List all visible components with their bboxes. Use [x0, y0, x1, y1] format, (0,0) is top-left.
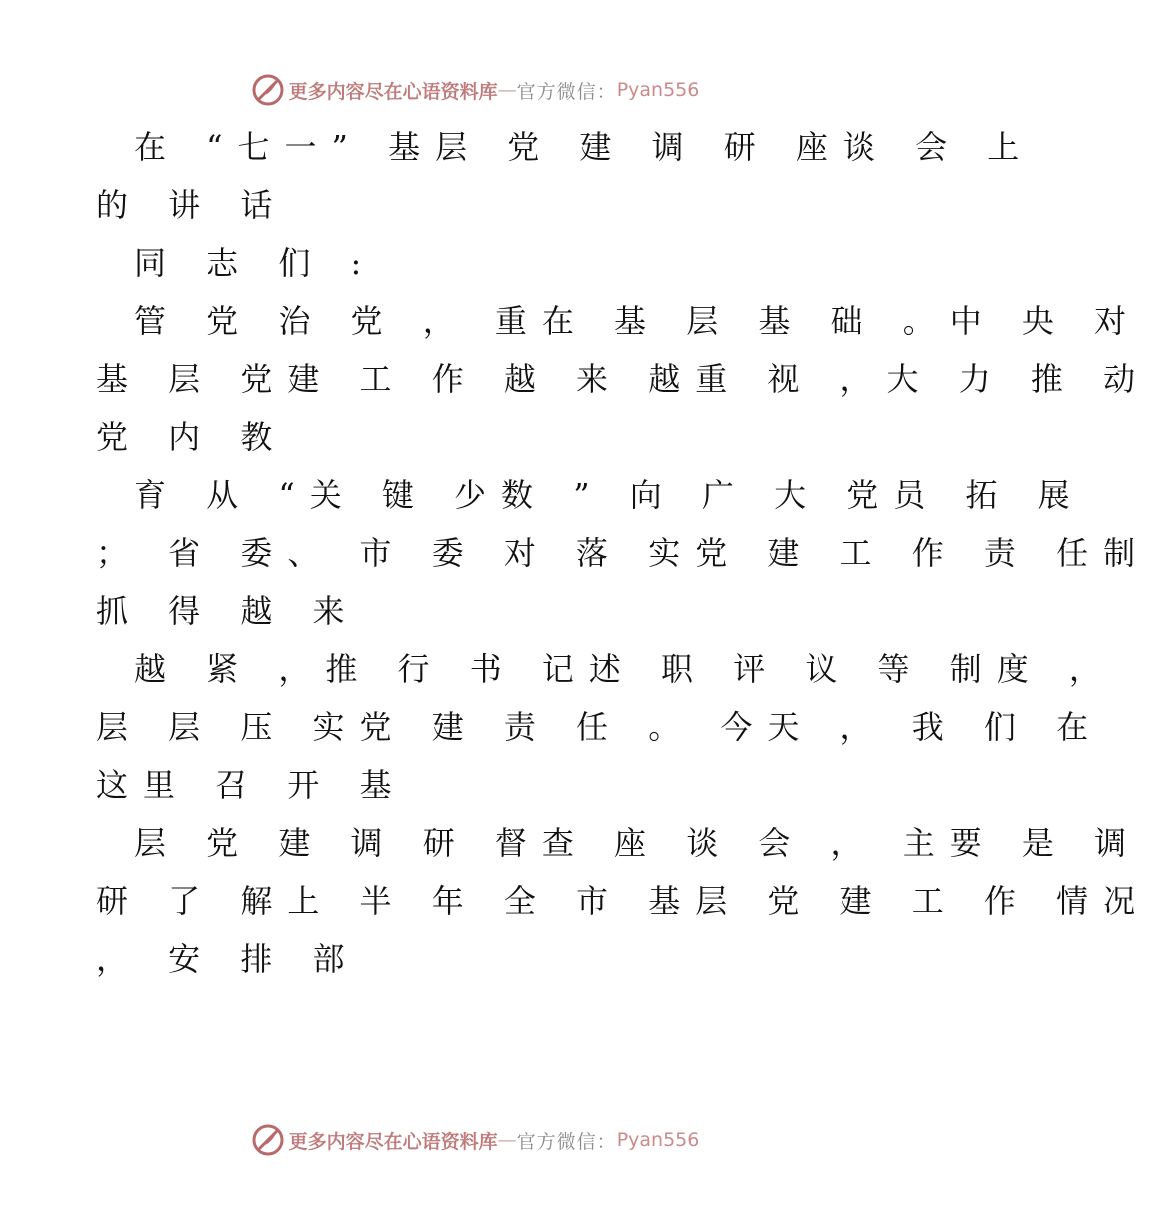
- watermark-dash: —: [497, 1129, 517, 1151]
- watermark-wechat-label: 官方微信：: [516, 80, 617, 103]
- watermark-main-text: 更多内容尽在心语资料库: [288, 80, 498, 103]
- text-line: 越 紧 ，推 行 书 记述 职 评 议 等 制度 ，: [134, 650, 1116, 688]
- text-line: ； 省 委、 市 委 对 落 实党 建 工 作 责 任制: [96, 534, 1150, 572]
- footer-watermark: [0, 1122, 950, 1158]
- watermark-wechat-label: 官方微信：: [516, 1130, 617, 1153]
- watermark-wechat-id: Pyan556: [616, 79, 700, 101]
- text-line: 在 “七一” 基层 党 建 调 研 座谈 会 上: [134, 128, 1035, 166]
- text-line: 管 党 治 党 ， 重在 基 层 基 础 。中 央 对: [134, 302, 1142, 340]
- text-line: 育 从 “关 键 少数 ” 向 广 大 党员 拓 展: [134, 476, 1085, 514]
- text-line: 党 内 教: [96, 418, 288, 456]
- text-line: 基 层 党建 工 作 越 来 越重 视 ，大 力 推 动: [96, 360, 1150, 398]
- text-line: 研 了 解上 半 年 全 市 基层 党 建 工 作 情况: [96, 882, 1150, 920]
- text-line: 层 层 压 实党 建 责 任 。 今天 ， 我 们 在: [96, 708, 1104, 746]
- text-line: 抓 得 越 来: [96, 592, 360, 630]
- watermark-wechat-id: Pyan556: [616, 1129, 700, 1151]
- text-line: 层 党 建 调 研 督查 座 谈 会 ， 主要 是 调: [134, 824, 1142, 862]
- watermark-main-text: 更多内容尽在心语资料库: [288, 1130, 498, 1153]
- header-watermark: [0, 72, 950, 108]
- text-line: 的 讲 话: [96, 186, 288, 224]
- speech-body: [96, 118, 1150, 988]
- text-line: 同 志 们 :: [134, 244, 377, 282]
- watermark-dash: —: [497, 79, 517, 101]
- text-line: 这里 召 开 基: [96, 766, 407, 804]
- text-line: ， 安 排 部: [96, 940, 360, 978]
- quill-logo-icon: [251, 73, 285, 107]
- quill-logo-icon: [251, 1123, 285, 1157]
